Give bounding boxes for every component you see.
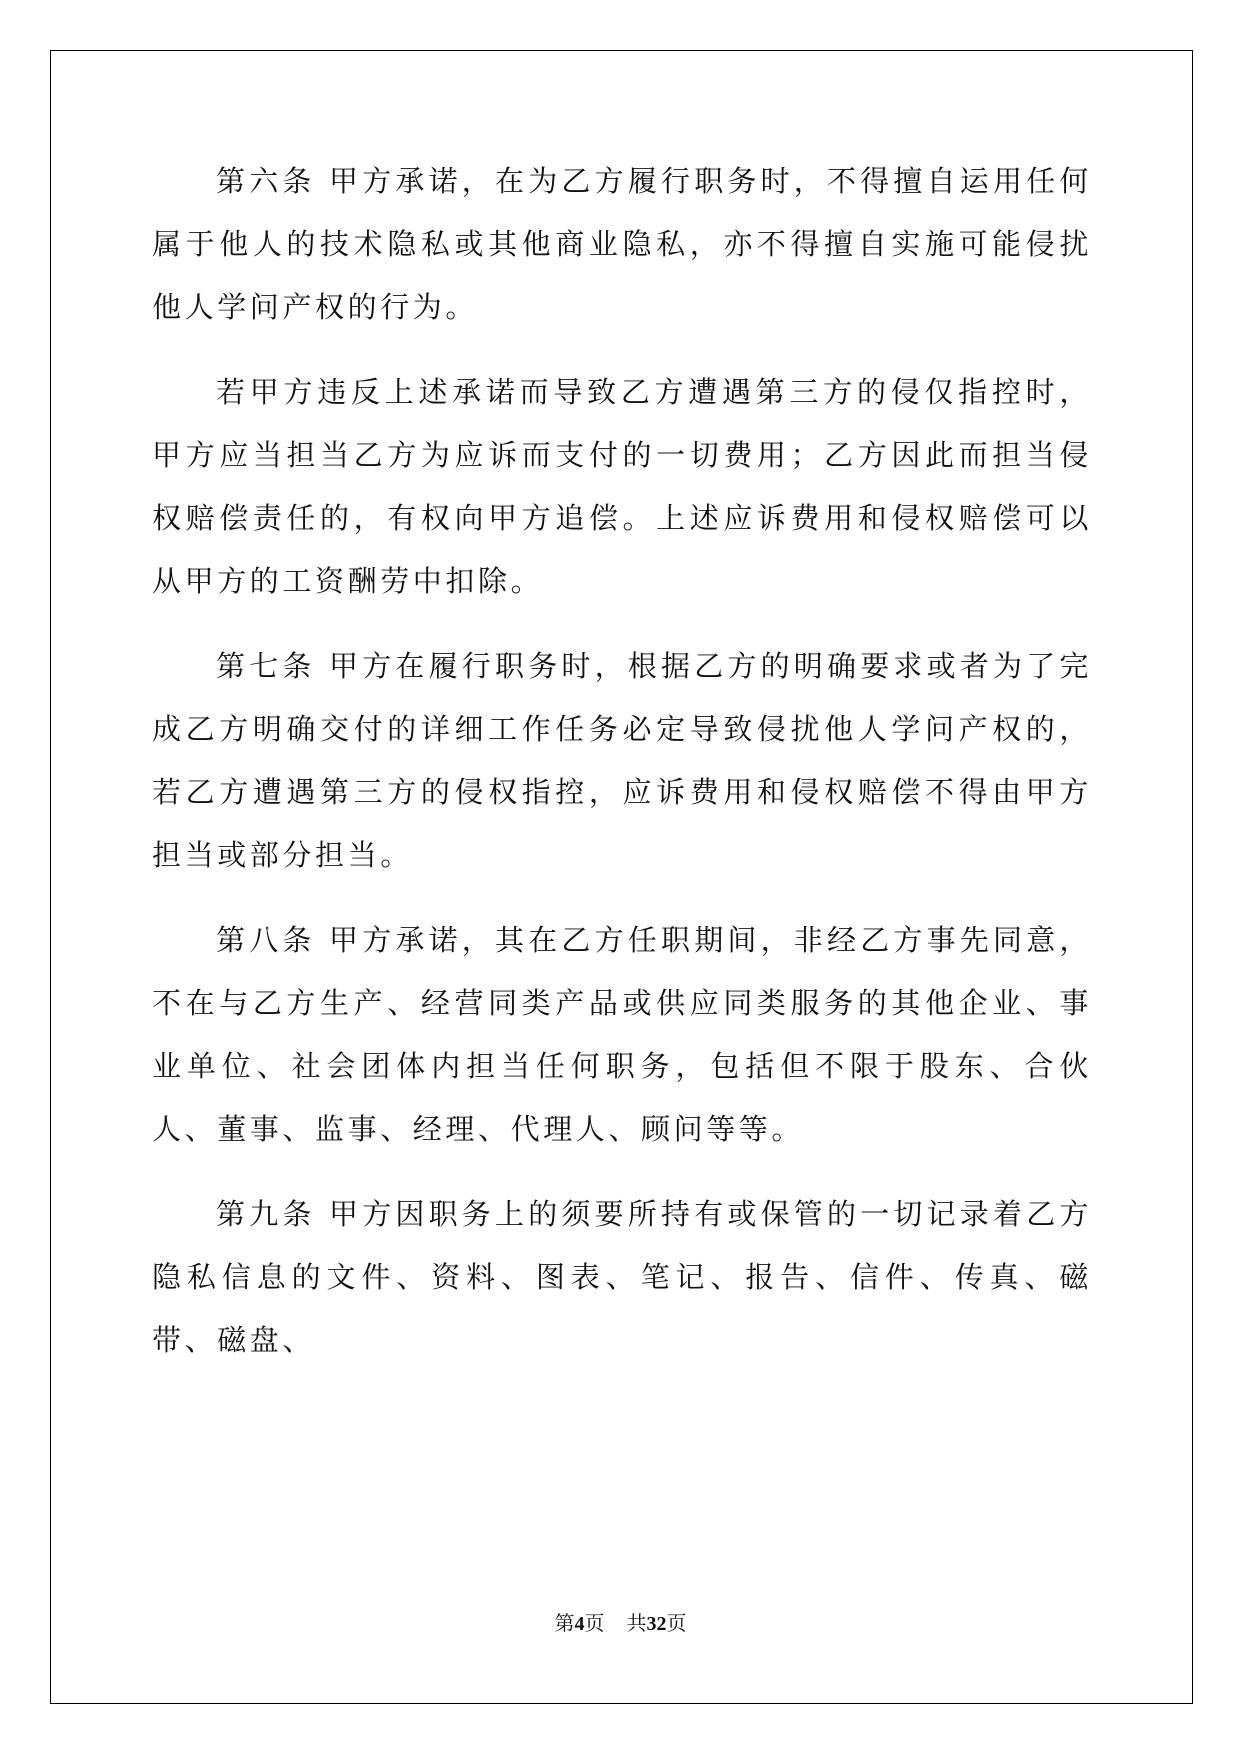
page-prefix: 第 (554, 1611, 575, 1635)
total-prefix: 共 (626, 1611, 647, 1635)
page-suffix: 页 (584, 1611, 605, 1635)
paragraph-infringement: 若甲方违反上述承诺而导致乙方遭遇第三方的侵仅指控时，甲方应当担当乙方为应诉而支付的一切费用；乙方因此而担当侵权赔偿责任的，有权向甲方追偿。上述应诉费用和侵权赔偿可以从甲方的工资酬劳中扣除。 (152, 375, 1092, 598)
page-footer (0, 1607, 1241, 1636)
paragraph-article-9: 第九条 甲方因职务上的须要所持有或保管的一切记录着乙方隐私信息的文件、资料、图表、笔记、报告、信件、传真、磁带、磁盘、 (152, 1197, 1092, 1357)
total-pages: 32 (646, 1613, 667, 1635)
paragraph-article-7: 第七条 甲方在履行职务时，根据乙方的明确要求或者为了完成乙方明确交付的详细工作任务必定导致侵扰他人学问产权的，若乙方遭遇第三方的侵权指控，应诉费用和侵权赔偿不得由甲方担当或部分担当。 (152, 649, 1092, 872)
total-suffix: 页 (666, 1611, 687, 1635)
page-number: 4 (574, 1613, 585, 1635)
paragraph-article-8: 第八条 甲方承诺，其在乙方任职期间，非经乙方事先同意，不在与乙方生产、经营同类产品或供应同类服务的其他企业、事业单位、社会团体内担当任何职务，包括但不限于股东、合伙人、董事、监事、经理、代理人、顾问等等。 (152, 923, 1092, 1146)
document-body (152, 150, 1092, 1394)
paragraph-article-6: 第六条 甲方承诺，在为乙方履行职务时，不得擅自运用任何属于他人的技术隐私或其他商业隐私，亦不得擅自实施可能侵扰他人学问产权的行为。 (152, 164, 1092, 324)
